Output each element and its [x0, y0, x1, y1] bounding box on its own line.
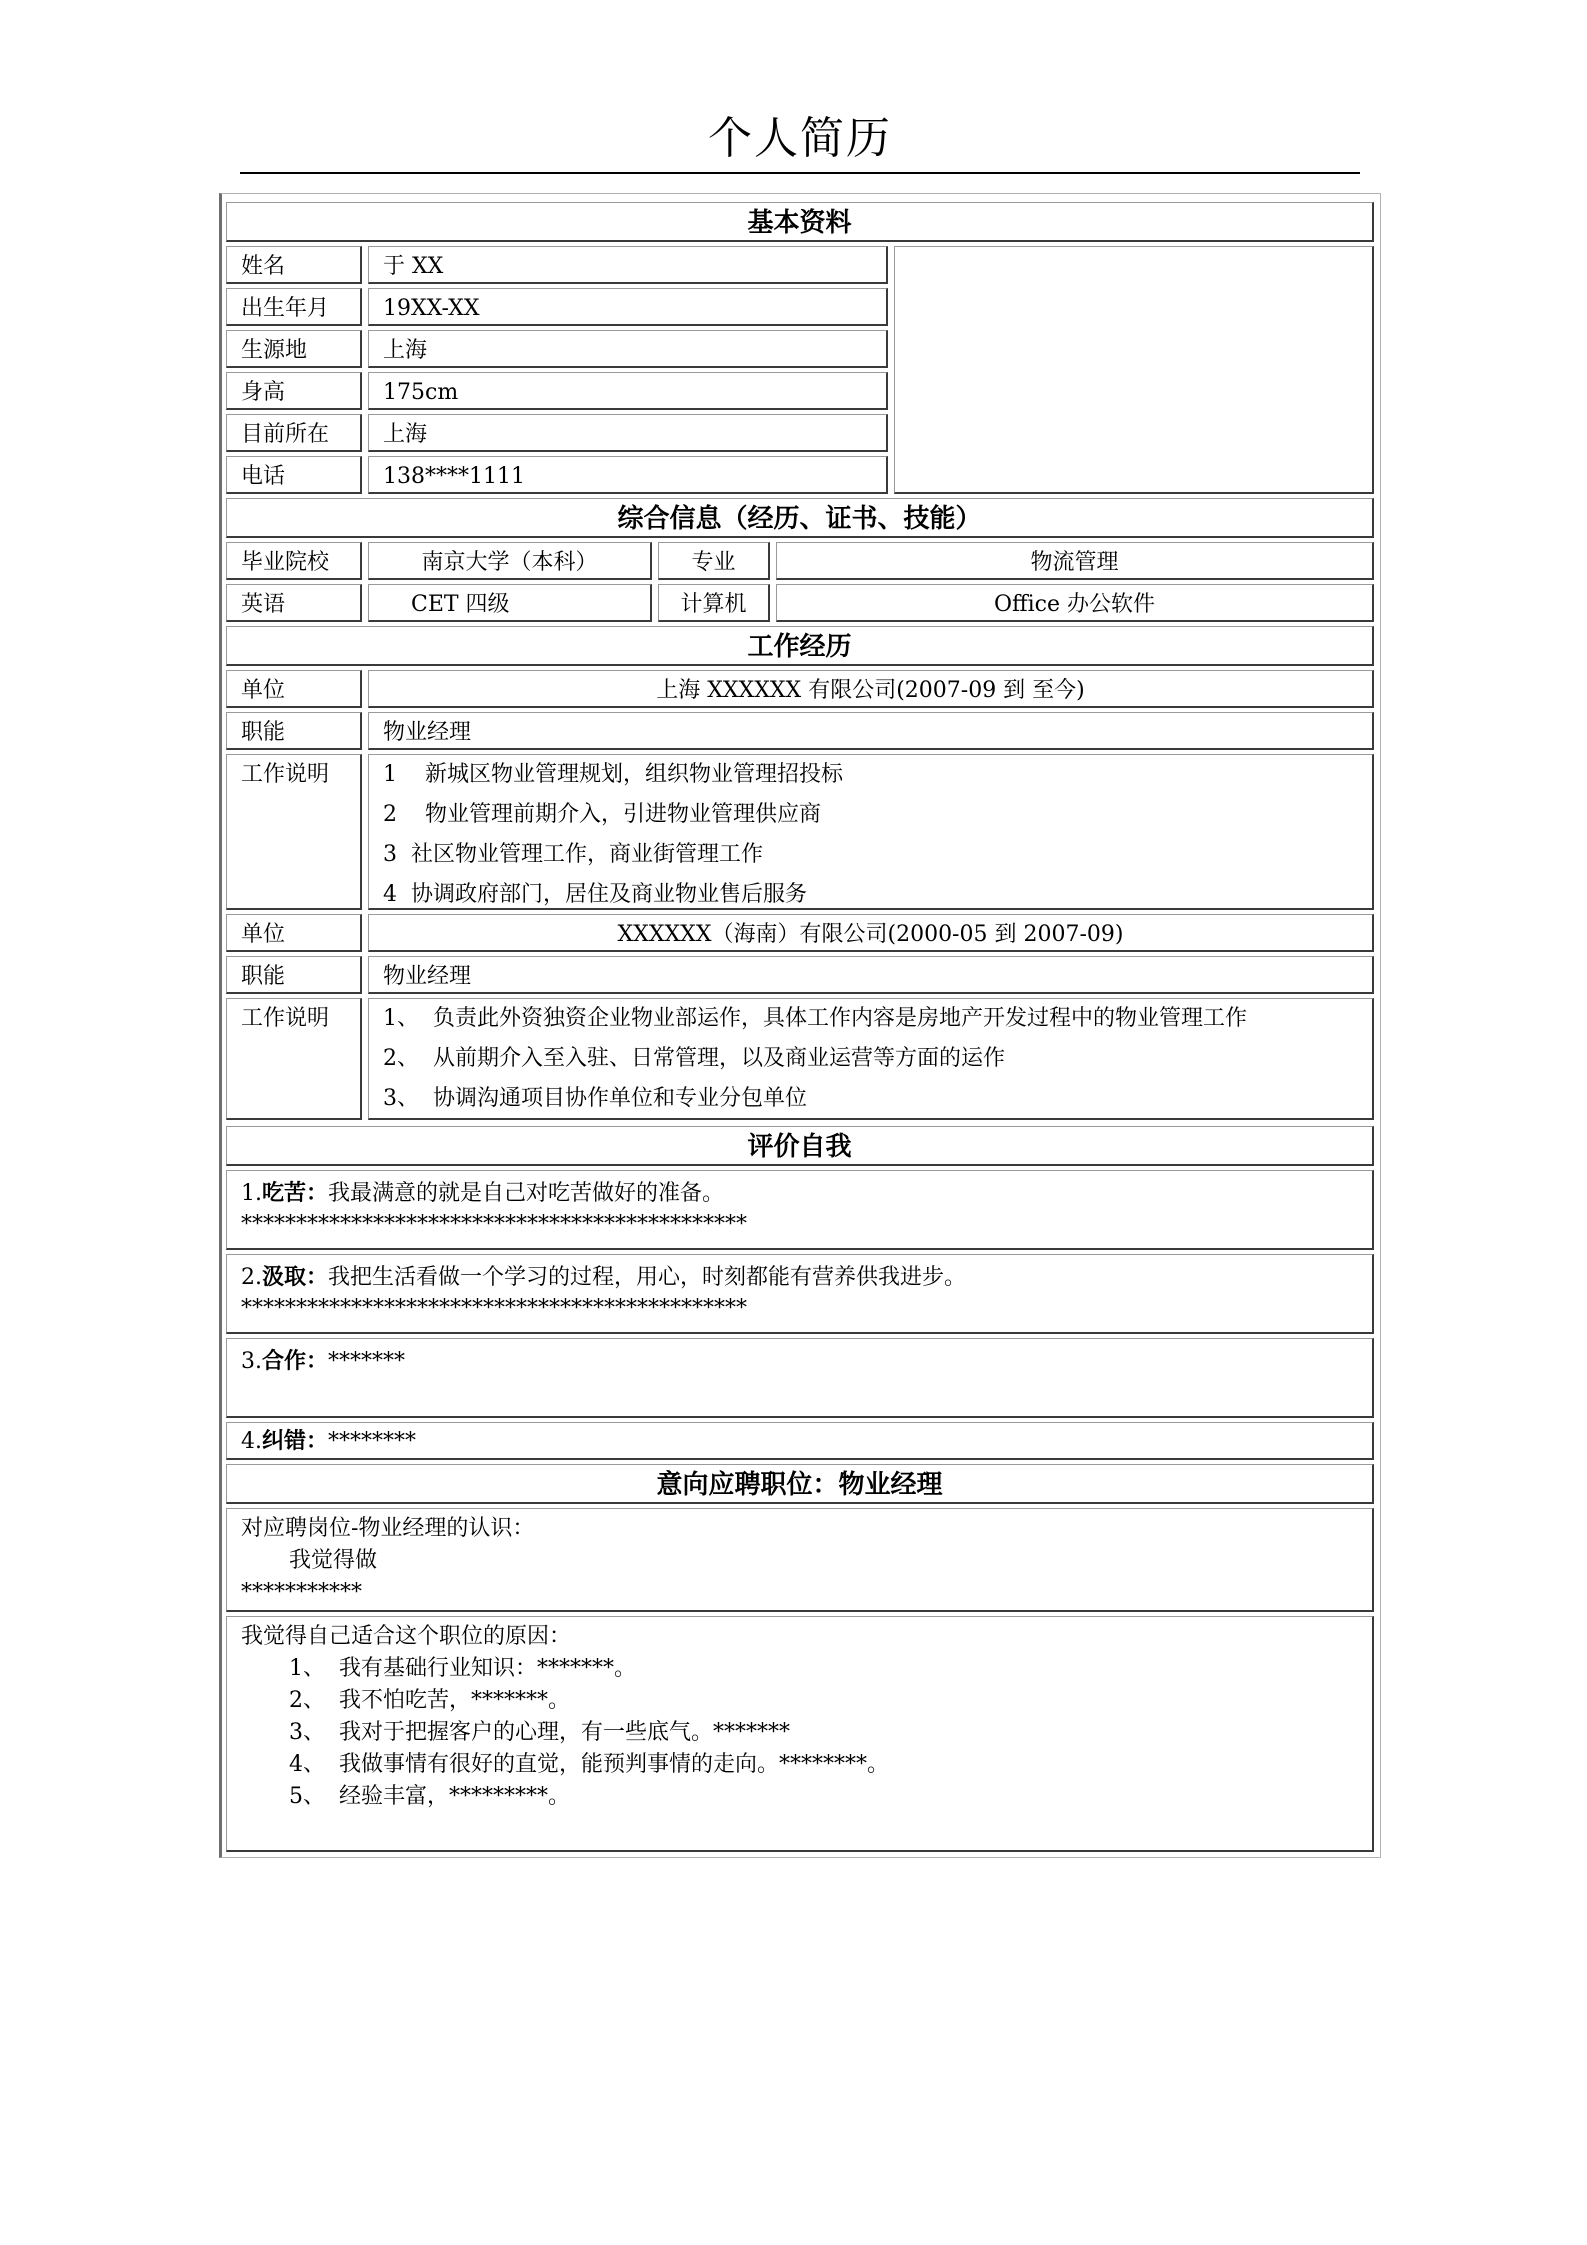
- label-computer: 计算机: [658, 584, 770, 622]
- reason-item-4: 4、 我做事情有很好的直觉，能预判事情的走向。********。: [289, 1752, 889, 1777]
- reason-item-5: 5、 经验丰富，*********。: [289, 1784, 570, 1809]
- desc-2-line-2: 2、 从前期介入至入驻、日常管理，以及商业运营等方面的运作: [383, 1046, 1005, 1071]
- understanding-line: 我觉得做: [289, 1548, 378, 1573]
- eval-4-title: 纠错: [262, 1428, 307, 1454]
- eval-2-stars: **********************************************: [241, 1296, 747, 1321]
- eval-3-num: 3.: [241, 1349, 262, 1374]
- value-name: 于 XX: [368, 246, 888, 284]
- eval-item-1: [226, 1170, 1374, 1250]
- reason-item-2: 2、 我不怕吃苦，*******。: [289, 1688, 570, 1713]
- title-underline: [240, 172, 1360, 174]
- eval-1-num: 1.: [241, 1181, 262, 1206]
- section-header-eval: 评价自我: [226, 1126, 1374, 1166]
- reason-item-1: 1、 我有基础行业知识：*******。: [289, 1656, 636, 1681]
- understanding-stars: ***********: [241, 1580, 362, 1605]
- value-role-2: 物业经理: [368, 956, 1374, 994]
- reason-item-3: 3、 我对于把握客户的心理，有一些底气。*******: [289, 1720, 790, 1745]
- value-origin: 上海: [368, 330, 888, 368]
- desc-1-line-3: 3 社区物业管理工作，商业街管理工作: [383, 842, 763, 867]
- label-desc-2: 工作说明: [226, 998, 362, 1120]
- value-height: 175cm: [368, 372, 888, 410]
- value-phone: 138****1111: [368, 456, 888, 494]
- section-header-work: 工作经历: [226, 626, 1374, 666]
- label-phone: 电话: [226, 456, 362, 494]
- label-desc-1: 工作说明: [226, 754, 362, 910]
- label-major: 专业: [658, 542, 770, 580]
- value-english: CET 四级: [368, 584, 652, 622]
- value-school: 南京大学（本科）: [368, 542, 652, 580]
- section-header-info: 综合信息（经历、证书、技能）: [226, 498, 1374, 538]
- value-desc-2: [368, 998, 1374, 1120]
- eval-item-2: [226, 1254, 1374, 1334]
- label-english: 英语: [226, 584, 362, 622]
- eval-1-text: 我最满意的就是自己对吃苦做好的准备。: [328, 1181, 725, 1206]
- section-header-intent: 意向应聘职位：物业经理: [226, 1464, 1374, 1504]
- desc-2-line-1: 1、 负责此外资独资企业物业部运作，具体工作内容是房地产开发过程中的物业管理工作: [383, 1006, 1247, 1031]
- resume-title: 个人简历: [708, 113, 892, 164]
- label-location: 目前所在: [226, 414, 362, 452]
- desc-1-line-1: 1 新城区物业管理规划，组织物业管理招投标: [383, 762, 843, 787]
- eval-item-4: [226, 1422, 1374, 1460]
- value-role-1: 物业经理: [368, 712, 1374, 750]
- value-computer: Office 办公软件: [776, 584, 1374, 622]
- intent-reasons: [226, 1616, 1374, 1852]
- desc-2-line-3: 3、 协调沟通项目协作单位和专业分包单位: [383, 1086, 807, 1111]
- eval-1-title: 吃苦: [262, 1180, 307, 1206]
- eval-2-text: 我把生活看做一个学习的过程，用心，时刻都能有营养供我进步。: [328, 1265, 967, 1290]
- desc-1-line-2: 2 物业管理前期介入，引进物业管理供应商: [383, 802, 821, 827]
- label-role-2: 职能: [226, 956, 362, 994]
- eval-2-num: 2.: [241, 1265, 262, 1290]
- label-role-1: 职能: [226, 712, 362, 750]
- label-school: 毕业院校: [226, 542, 362, 580]
- eval-item-3: [226, 1338, 1374, 1418]
- eval-3-title: 合作: [262, 1348, 307, 1374]
- photo-placeholder: [894, 246, 1374, 494]
- reasons-heading: 我觉得自己适合这个职位的原因：: [241, 1624, 572, 1649]
- value-major: 物流管理: [776, 542, 1374, 580]
- eval-1-stars: **********************************************: [241, 1212, 747, 1237]
- value-company-1: 上海 XXXXXX 有限公司(2007-09 到 至今): [368, 670, 1374, 708]
- section-header-basic: 基本资料: [226, 202, 1374, 242]
- value-birth: 19XX-XX: [368, 288, 888, 326]
- label-origin: 生源地: [226, 330, 362, 368]
- eval-4-text: ********: [328, 1429, 417, 1454]
- intent-understanding: [226, 1508, 1374, 1612]
- label-company-2: 单位: [226, 914, 362, 952]
- desc-1-line-4: 4 协调政府部门，居住及商业物业售后服务: [383, 882, 807, 907]
- value-location: 上海: [368, 414, 888, 452]
- value-desc-1: [368, 754, 1374, 910]
- eval-3-text: *******: [328, 1349, 406, 1374]
- label-company-1: 单位: [226, 670, 362, 708]
- understanding-heading: 对应聘岗位-物业经理的认识：: [241, 1516, 535, 1541]
- value-company-2: XXXXXX（海南）有限公司(2000-05 到 2007-09): [368, 914, 1374, 952]
- eval-2-title: 汲取: [262, 1264, 307, 1290]
- eval-4-num: 4.: [241, 1429, 262, 1454]
- eval-4-colon: ：: [306, 1428, 329, 1454]
- eval-1-colon: ：: [306, 1180, 329, 1206]
- label-height: 身高: [226, 372, 362, 410]
- label-birth: 出生年月: [226, 288, 362, 326]
- label-name: 姓名: [226, 246, 362, 284]
- eval-3-colon: ：: [306, 1348, 329, 1374]
- eval-2-colon: ：: [306, 1264, 329, 1290]
